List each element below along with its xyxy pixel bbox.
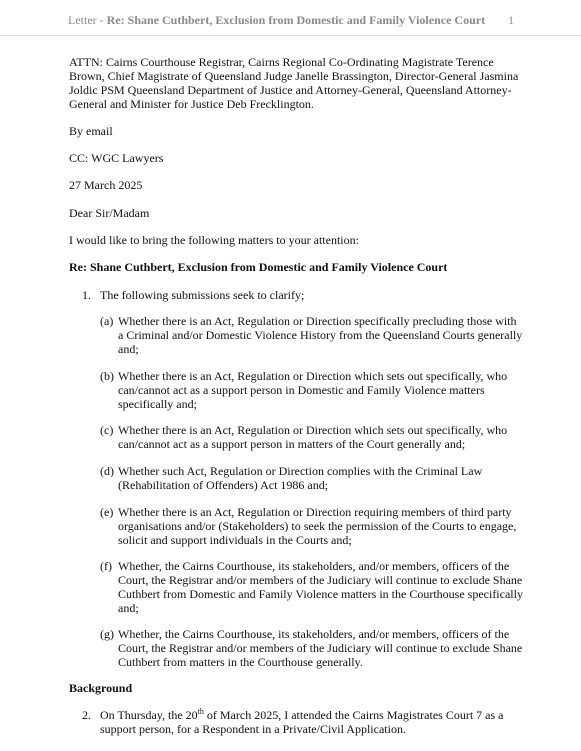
document-header (68, 13, 513, 27)
sub-item-letter: (f) (100, 559, 112, 573)
date-line: 27 March 2025 (69, 178, 143, 192)
header-divider (0, 35, 581, 36)
sub-item-text: Whether there is an Act, Regulation or Direction requiring members of third party organisations and/or (Stakeholders) to seek the permission of the Courts to engage, solicit and support individuals in the Courts and; (118, 505, 517, 547)
sub-item-letter: (d) (100, 464, 114, 478)
subject-heading: Re: Shane Cuthbert, Exclusion from Domestic and Family Violence Court (69, 260, 448, 274)
header-title: Re: Shane Cuthbert, Exclusion from Domestic and Family Violence Court (106, 13, 486, 27)
sub-item-text: Whether, the Cairns Courthouse, its stakeholders, and/or members, officers of the Court, the Registrar and/or members of the Judiciary will continue to exclude Shane Cuthbert from matters in the Courthouse generally. (118, 627, 523, 669)
intro-line: I would like to bring the following matters to your attention: (69, 233, 359, 247)
sub-item-letter: (b) (100, 369, 114, 383)
attn-paragraph: ATTN: Cairns Courthouse Registrar, Cairns Regional Co-Ordinating Magistrate Terence Brown, Chief Magistrate of Queensland Judge Janelle Brassington, Director-General Jasmina Joldic PSM Queensland Department of Justice and Attorney-General, Queensland Attorney-General and Minister for Justice Deb Frecklington. (69, 55, 519, 111)
item-text: The following submissions seek to clarify; (100, 288, 305, 302)
ordinal-superscript: th (197, 707, 204, 716)
sub-item-letter: (e) (100, 505, 114, 519)
sub-item-text: Whether there is an Act, Regulation or Direction which sets out specifically, who can/cannot act as a support person in Domestic and Family Violence matters specifically and; (118, 369, 508, 411)
item-text-start: On Thursday, the 20 (100, 708, 198, 722)
by-email-line: By email (69, 124, 113, 138)
cc-line: CC: WGC Lawyers (69, 151, 164, 165)
background-heading: Background (69, 681, 133, 695)
sub-item-text: Whether there is an Act, Regulation or Direction specifically precluding those with a Criminal and/or Domestic Violence History from the Queensland Courts generally and; (118, 314, 523, 356)
sub-item-letter: (g) (100, 627, 114, 641)
item-text (100, 708, 520, 736)
header-prefix: Letter - (68, 13, 107, 27)
sub-item-text: Whether there is an Act, Regulation or Direction which sets out specifically, who can/cannot act as a support person in matters of the Court generally and; (118, 423, 508, 451)
sub-item-text: Whether such Act, Regulation or Direction complies with the Criminal Law (Rehabilitation of Offenders) Act 1986 and; (118, 464, 483, 492)
item-number: 2. (82, 708, 91, 722)
item-text-end: of March 2025, I attended the Cairns Magistrates Court 7 as a support person, for a Respondent in a Private/Civil Application. (100, 708, 504, 736)
salutation: Dear Sir/Madam (69, 206, 150, 220)
item-number: 1. (82, 288, 91, 302)
sub-item-text: Whether, the Cairns Courthouse, its stakeholders, and/or members, officers of the Court, the Registrar and/or members of the Judiciary will continue to exclude Shane Cuthbert from Domestic and Family Violence matters in the Courthouse specifically and; (118, 559, 523, 615)
sub-item-letter: (a) (100, 314, 114, 328)
sub-item-letter: (c) (100, 423, 114, 437)
page-number: 1 (508, 13, 514, 27)
